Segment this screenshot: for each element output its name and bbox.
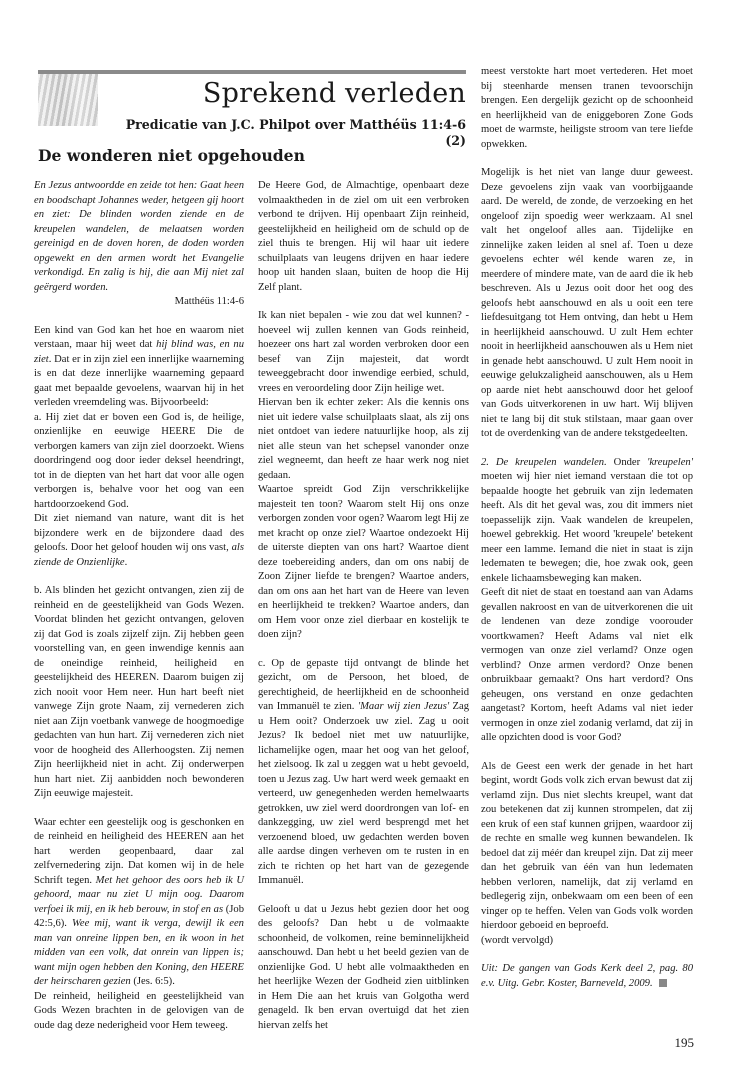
end-mark-icon [659,979,667,987]
paragraph: meest verstokte hart moet vertederen. Het moet bij steenharde mensen tranen tevoorschijn brengen. Een dergelijk gezicht op de schoonheid en heerlijkheid van de eniggeboren Zone Gods moet de warmste, heiligste stroom van tere liefde opwekken. [481,66,693,150]
header-rule [38,70,466,74]
paragraph: Gelooft u dat u Jezus hebt gezien door het oog des geloofs? Dan hebt u de volmaakte schoonheid, de volkomen, reine beminnelijkheid aanschouwd. Dan hebt u het beeld gezien van de onzienlijke God. U hebt alle volmaaktheden en het heerlijke Wezen der Godheid zien uitblinken in Hem Die aan het kruis van Golgotha werd genageld. Ik ben ervan overtuigd dat het zien hiervan zelfs het [258,903,469,1031]
paragraph: De Heere God, de Almachtige, openbaart deze volmaaktheden in de ziel om uit een verbroken verbond te drijven. Hij openbaart Zijn reinheid, geestelijkheid en heiligheid om de schuld op de ziel thuis te brengen. Hij wil haar uit iedere schuilplaats van leugens drijven en haar iedere hoop uit handen slaan, buiten de hoop die Hij Zelf plant. [258,180,469,293]
paragraph: Mogelijk is het niet van lange duur geweest. Deze gevoelens zijn vaak van voorbijgaande aard. De wereld, de zonde, de verzoeking en het ongeloof zijn spoedig weer werkzaam. Al snel valt het ongeloof alles aan. Tijdelijke en zinnelijke zaken leiden al snel af. Toen u deze gevoelens echter wél kende waren ze, in meerdere of mindere mate, van de aard die ik heb beschreven. Als u Jezus ooit door het oog des geloofs hebt aanschouwd en als u ooit een tere liefdesuitgang tot Hem ontving, dan hebt u Hem in heerlijkheid aanschouwd. U zult Hem echter nooit in heerlijkheid aanschouwen als u Hem niet in genade hebt aanschouwd. U zult Hem nooit in eeuwige gelukzaligheid aanschouwen, als u Hem op aarde niet hebt aanschouwd door het geloof van Gods uitverkorenen in uw hart. Wij blijven niet te lang bij dit stuk stilstaan, maar gaan over tot de overdenking van de andere tekstgedeelten. [481,167,693,439]
paragraph: Ik kan niet bepalen - wie zou dat wel kunnen? - hoeveel wij zullen kennen van Gods reinheid, hoezeer ons hart zal worden verbroken door een besef van Zijn majesteit, dat wordt teweeggebracht door inwendige eerbied, schuld, vrees en veroordeling door Zijn heilige wet. [258,310,469,394]
page-number: 195 [674,1035,694,1050]
paragraph: Geeft dit niet de staat en toestand aan van Adams gevallen nakroost en van de uitverkorenen die uit de lendenen van deze zondige voorouder voortkwamen? Heeft Adams val niet elk vermogen van onze ziel verlamd? Onze ogen verblind? Onze armen verdord? Onze benen onbruikbaar gemaakt? Ons hart verdord? Ons geheugen, ons verstand en onze gedachten aangetast? Kortom, heeft Adams val niet ieder vermogen in onze ziel zodanig verlamd, dat zij in alle opzichten dood is voor God? [481,587,693,743]
article-subtitle: Predicatie van J.C. Philpot over Matthéüs 11:4-6 (2) [125,117,466,148]
page-title: Sprekend verleden [202,78,466,109]
paragraph: Dit ziet niemand van nature, want dit is het bijzondere werk en de bijzondere daad des geloofs. Door het geloof houden wij ons vast, als ziende de Onzienlijke. [34,513,244,568]
paragraph: De reinheid, heiligheid en geestelijkheid van Gods Wezen brachten in de gelovigen van de oude dag deze nederigheid voor Hem teweeg. [34,990,244,1031]
continuation-note: (wordt vervolgd) [481,934,554,946]
paragraph: c. Op de gepaste tijd ontvangt de blinde het gezicht, om de Persoon, het bloed, de gerechtigheid, de heerlijkheid en de schoonheid van Immanuël te zien. 'Maar wij zien Jezus' Zag u Hem ooit? Onderzoek uw ziel. Zag u ooit Jezus? Ik bedoel niet met uw natuurlijke, lichamelijke ogen, maar het oog van het geloof, het zielsoog. Ik zal u zeggen wat u hebt gevoeld, toen u Jezus zag. Uw hart werd week gemaakt en verteerd, uw genegenheden werden hemelwaarts getrokken, uw ziel werd doordrongen van lof- en dankzegging, uw ziel werd besprengd met het verzoenend bloed, uw gedachten werden boven alle aardse dingen verheven om te rusten in en zich te richten op het hart van de gezegende Immanuël. [258,657,470,886]
section-heading: De wonderen niet opgehouden [38,146,305,165]
paragraph: Een kind van God kan het hoe en waarom niet verstaan, maar hij weet dat hij blind was, en nu ziet. Dat er in zijn ziel een innerlijke waarneming is en dat deze innerlijke waarneming gepaard gaat met bepaalde gevoelens, waarvan hij in het verleden vreemdeling was. Bijvoorbeeld: [34,324,245,408]
paragraph: Als de Geest een werk der genade in het hart begint, wordt Gods volk zich ervan bewust dat zij verlamd zijn. Dus niet slechts kreupel, want dat zou betekenen dat zij kunnen strompelen, dat zij een kruk of een staf kunnen grijpen, waardoor zij de rechte en smalle weg kunnen bewandelen. Ik bedoel dat zij méér dan kreupel zijn. Dat zij meer dan het gebruik van één van hun ledematen hebben verloren, namelijk, dat zij verlamd en bedlegerig zijn, onbekwaam om een been of een vinger op te heffen. Velen van Gods volk worden hierdoor geboeid en beproefd. [481,760,693,931]
column-3 [481,65,693,991]
column-2 [258,179,469,1033]
wheat-banner-texture [38,70,98,126]
paragraph: Waartoe spreidt God Zijn verschrikkelijke majesteit ten toon? Waarom stelt Hij ons onze verborgen zonden voor ogen? Waarom legt Hij ze met kracht op onze ziel? Waartoe ondezoekt Hij de uiterste diepten van ons hart? Waartoe dient deze toebereiding anders, dan om ons nabij de Zoon Zijner liefde te brengen? Waartoe anders, dan om ons aan het hart van de Heere van leven en heerlijkheid te trekken? Waartoe anders, dan om Hem voor onze ziel dierbaar en kostelijk te doen zijn? [258,484,469,640]
scripture-reference: Matthéüs 11:4-6 [174,296,244,307]
paragraph: Hiervan ben ik echter zeker: Als die kennis ons niet uit iedere valse schuilplaats slaat, als zij ons niet ontdoet van iedere natuurlijke hoop, als zij niet alle steun van het schepsel vanonder onze ziel wegneemt, dan heeft ze haar werk nog niet gedaan. [258,397,469,481]
paragraph: Waar echter een geestelijk oog is geschonken en de reinheid en heiligheid des HEEREN aan het hart werden geopenbaard, daar zal zelfvernedering zijn. Dat komen wij in de hele Schrift tegen. Met het gehoor des oors heb ik U gehoord, maar nu ziet U mijn oog. Daarom verfoei ik mij, en ik heb berouw, in stof en as (Job 42:5,6). Wee mij, want ik verga, dewijl ik een man van onreine lippen ben, en ik woon in het midden van een volk, dat onrein van lippen is; want mijn ogen hebben den Koning, den HEERE der heirscharen gezien (Jes. 6:5). [34,816,244,987]
scripture-quote: En Jezus antwoordde en zeide tot hen: Gaat heen en boodschapt Johannes weder, hetgeen gij hoort en ziet: De blinden worden ziende en de kreupelen wandelen, de melaatsen worden gereinigd en de doven horen, de doden worden opgewekt en den armen wordt het Evangelie verkondigd. En zalig is hij, die aan Mij niet zal geërgerd worden. [34,180,244,293]
paragraph: b. Als blinden het gezicht ontvangen, zien zij de reinheid en de geestelijkheid van Gods Wezen. Voordat blinden het gezicht ontvangen, geloven zij dat God is zoals zijzelf zijn. Zij hebben geen voorstelling van, en geen inwendige kennis aan de oneindige reinheid, heiligheid en geestelijkheid des HEEREN. Daarom buigen zij zich nooit voor Hem neer. Hun hart beeft niet vanwege Zijn grote Naam, zij vernederen zich niet aan Zijn voetbank vanwege de hoogmoedige gedachten van hun hart. Zij vernederen zich niet voor de hoogheid des Allerhoogsten. Zij nemen Zijn heerlijkheid niet in acht. Zij onderwerpen hun hart niet. Zij aanbidden noch bewonderen Zijn eeuwige majesteit. [34,585,244,799]
column-1 [34,179,244,1033]
paragraph: a. Hij ziet dat er boven een God is, de heilige, onzienlijke en eeuwige HEERE Die de verborgen kamers van zijn ziel doorzoekt. Wiens doordringend oog door ieder deksel heendringt, tot in de diepten van het hart dat voor alle ogen verborgen is, behalve voor het oog van een hartdoorzoekend God. [34,411,244,510]
source-citation: Uit: De gangen van Gods Kerk deel 2, pag. 80 e.v. Uitg. Gebr. Koster, Barneveld, 2009. [481,963,693,989]
paragraph: 2. De kreupelen wandelen. Onder 'kreupelen' moeten wij hier niet iemand verstaan die tot op bepaalde hoogte het gebruik van zijn ledematen heeft. Als dit het geval was, zou dit immers niet toepasselijk zijn. Vaak wandelen de kreupelen, hoewel gebrekkig. Het woord 'kreupele' betekent meer een lamme. Iemand die niet in staat is zijn ledematen te bewegen; die, hoe zwak ook, geen enkele lichaamsbeweging kan maken. [481,456,693,584]
